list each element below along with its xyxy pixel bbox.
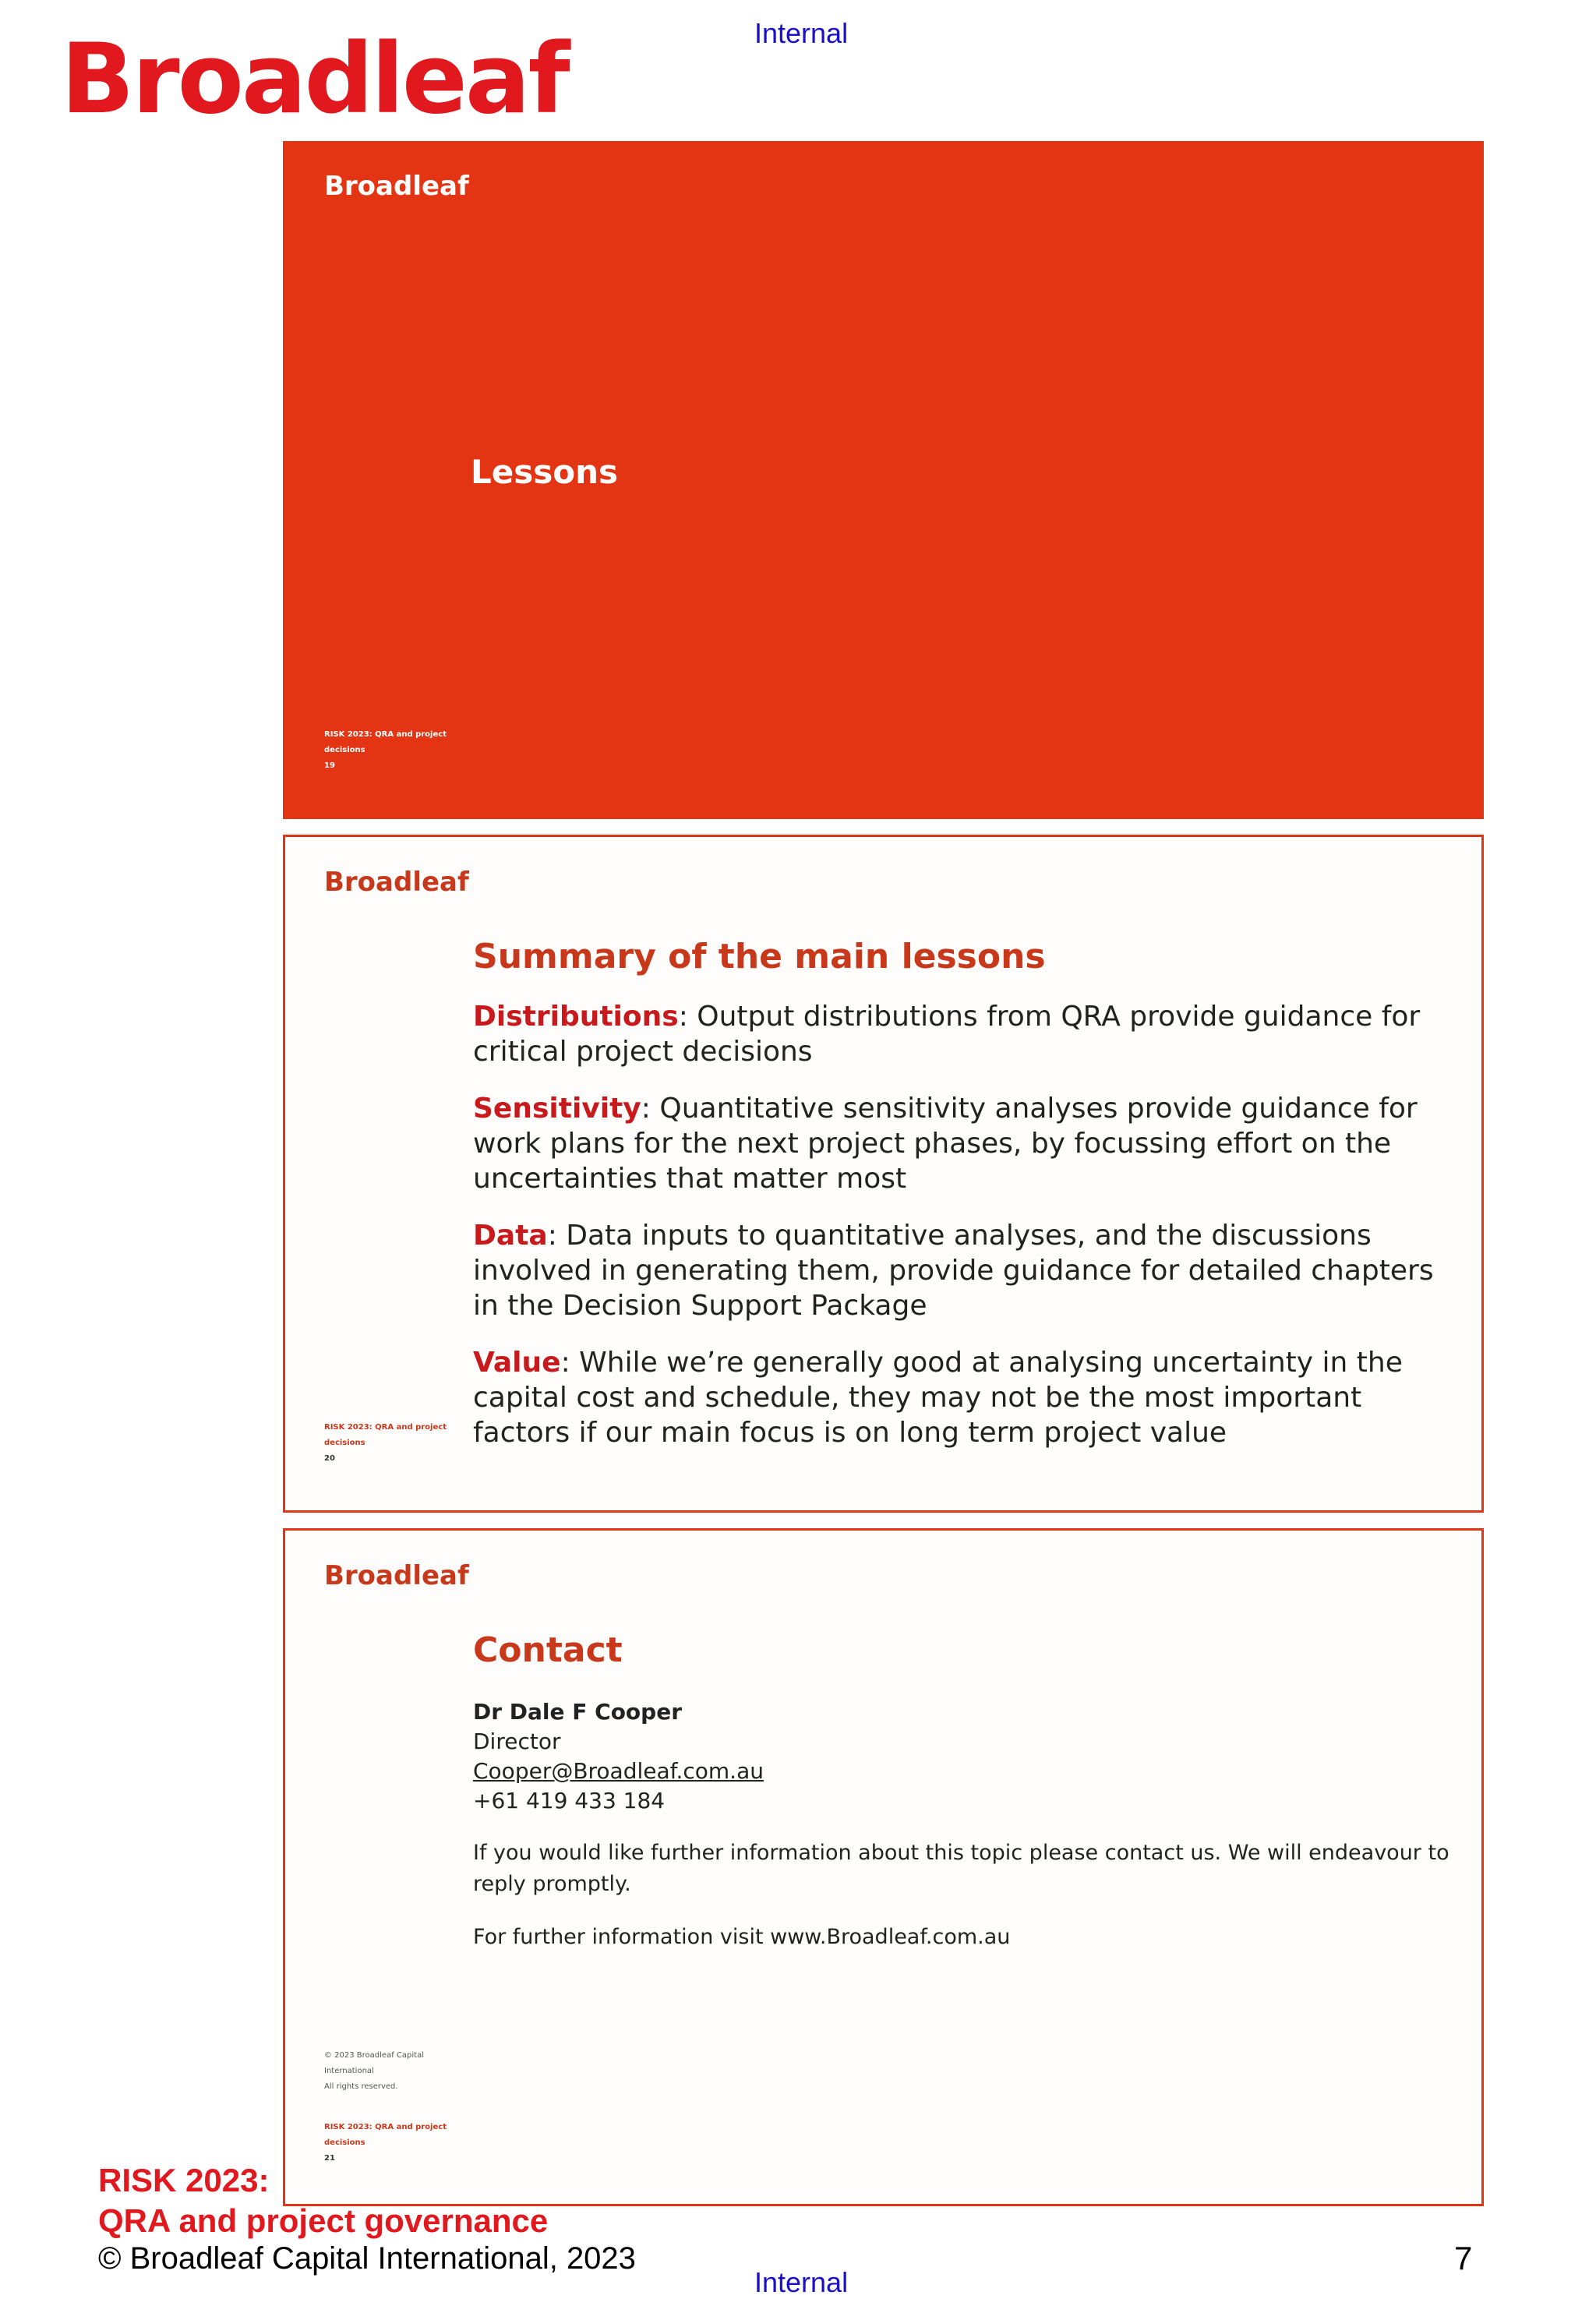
further-info-paragraph: For further information visit www.Broadleaf.com.au <box>473 1925 1011 1949</box>
section-title: Lessons <box>471 453 618 491</box>
page-footer-title <box>98 2160 548 2241</box>
contact-phone: +61 419 433 184 <box>473 1788 666 1813</box>
lesson-item <box>473 1345 1455 1450</box>
lessons-list <box>473 999 1455 1472</box>
contact-name: Dr Dale F Cooper <box>473 1699 683 1725</box>
slide-footer <box>324 1420 447 1467</box>
lesson-text: : Output distributions from QRA provide guidance for critical project decisions <box>473 1001 1421 1068</box>
lesson-item <box>473 1091 1455 1196</box>
slide-copyright-line2: International <box>324 2067 374 2075</box>
lesson-text: : While we’re generally good at analysing uncertainty in the capital cost and schedule, they may not be the most important factors if our main focus is on long term project value <box>473 1347 1403 1449</box>
contact-block <box>473 1697 1455 1953</box>
slide-page-number: 21 <box>324 2154 335 2163</box>
slide-footer-line2: decisions <box>324 2138 365 2147</box>
lesson-term: Sensitivity <box>473 1093 641 1125</box>
slide-footer-line2: decisions <box>324 1439 365 1447</box>
slide-footer <box>324 2120 447 2167</box>
lesson-term: Data <box>473 1220 548 1252</box>
slide-heading: Summary of the main lessons <box>473 937 1046 976</box>
slide-heading: Contact <box>473 1630 623 1670</box>
slide-logo: Broadleaf <box>324 171 469 202</box>
lesson-text: : Quantitative sensitivity analyses provide guidance for work plans for the next project phases, by focussing effort on the uncertainties that matter most <box>473 1093 1418 1195</box>
contact-role: Director <box>473 1729 561 1754</box>
broadleaf-logo: Broadleaf <box>61 23 568 136</box>
lesson-term: Distributions <box>473 1001 679 1033</box>
slide-footer-line1: RISK 2023: QRA and project <box>324 1423 447 1432</box>
page-footer-line2: QRA and project governance <box>98 2202 549 2239</box>
slide-copyright-line1: © 2023 Broadleaf Capital <box>324 2051 424 2060</box>
lesson-item <box>473 999 1455 1069</box>
slide-lessons-title <box>283 141 1484 819</box>
slide-copyright <box>324 2048 424 2095</box>
contact-email-link[interactable]: Cooper@Broadleaf.com.au <box>473 1758 764 1784</box>
slide-footer-line1: RISK 2023: QRA and project <box>324 730 447 739</box>
lesson-term: Value <box>473 1347 561 1379</box>
classification-label-top: Internal <box>754 17 849 49</box>
classification-label-bottom: Internal <box>754 2266 849 2298</box>
slide-copyright-line3: All rights reserved. <box>324 2082 398 2091</box>
page-copyright: © Broadleaf Capital International, 2023 <box>98 2241 636 2276</box>
page-footer-line1: RISK 2023: <box>98 2162 270 2198</box>
slide-summary <box>283 835 1484 1513</box>
page-number: 7 <box>1454 2240 1473 2276</box>
slide-logo: Broadleaf <box>324 1560 469 1591</box>
lesson-text: : Data inputs to quantitative analyses, and the discussions involved in generating them, provide guidance for detailed chapters in the Decision Support Package <box>473 1220 1434 1322</box>
slide-footer-line2: decisions <box>324 746 365 754</box>
slide-footer <box>324 727 447 774</box>
slide-logo: Broadleaf <box>324 867 469 898</box>
slide-page-number: 19 <box>324 761 335 770</box>
slide-page-number: 20 <box>324 1454 335 1463</box>
contact-paragraph: If you would like further information about this topic please contact us. We will endeavour to reply promptly. <box>473 1841 1449 1896</box>
slide-footer-line1: RISK 2023: QRA and project <box>324 2123 447 2131</box>
slide-contact <box>283 1528 1484 2206</box>
lesson-item <box>473 1218 1455 1323</box>
